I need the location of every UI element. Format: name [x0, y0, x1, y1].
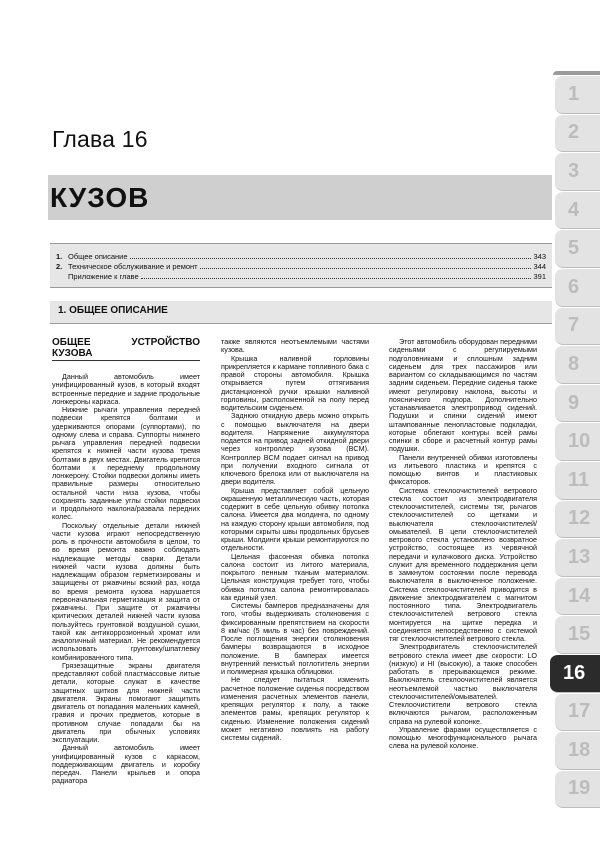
paragraph: Поскольку отдельные детали нижней части кузова играют непосредственную роль в прочности автомобиля в целом, то во время ремонта важно соблюдать надлежащие методы сварки. Детали нижней части кузова должны быть надлежащим образом герметизированы и защищены от ржавчины всякий раз, когда во время ремонта кузова нарушается первоначальная герметизация и защита от ржавчины. При защите от ржавчины критических деталей нижней части кузова пользуйтесь грунтовкой воздушной сушки, такой как антикоррозионный хромат или аналогичный материал. Не рекомендуется использовать грунтовку/шпатлевку комбинированного типа. [52, 520, 200, 662]
chapter-tab-11[interactable]: 11 [555, 461, 600, 500]
paragraph: также являются неотъемлемыми частями кузова. [221, 337, 369, 355]
paragraph: Нижние рычаги управления передней подвески крепятся болтами и удерживаются опорами (суппортами), по одному слева и справа. Суппорты нижнего рычага управления передней подвески крепятся к нижней части кузова тремя болтами в двух местах. Двигатель крепится болтами к переднему продольному лонжерону. Стойки подвески должны иметь правильные размеры относительно остальной части низа кузова, чтобы сохранять заданные углы стойки подвески и продольного наклона/развала передних колес. [52, 405, 200, 522]
chapter-tab-4[interactable]: 4 [555, 191, 600, 230]
chapter-tab-3[interactable]: 3 [555, 152, 600, 191]
paragraph: Система стеклоочистителей ветрового стекла состоит из электродвигателя стеклоочистителей, системы тяг, рычагов стеклоочистителей со щетками и выключателя стеклоочистителей/омывателей. В цепи стеклоочистителей ветрового стекла установлено возвратное устройство, состоящее из червячной передачи и кулачкового диска. Устройство служит для временного поддержания цепи в замкнутом состоянии после перевода выключателя в выключенное положение. Система стеклоочистителей приводится в движение электродвигателем с магнитом постоянного типа. Электродвигатель стеклоочистителей ветрового стекла монтируется на щитке передка и соединяется непосредственно с системой тяг стеклоочистителей ветрового стекла. [389, 485, 537, 643]
chapter-tab-5[interactable]: 5 [555, 229, 600, 268]
text-column-1 [52, 338, 200, 786]
toc-leader [200, 262, 532, 269]
chapter-tabs [555, 75, 600, 808]
toc-page: 391 [533, 272, 546, 281]
toc-text: Приложение к главе [68, 272, 139, 281]
chapter-tab-8[interactable]: 8 [555, 345, 600, 384]
paragraph: Системы бамперов предназначены для того, чтобы выдерживать столкновения с фиксированным препятствием на скорости 8 км/час (5 миль в час) без повреждений. После поглощения энергии столкновения бамперы возвращаются в исходное положение. В бамперах имеется внутренний пенистый поглотитель энергии и полимерная крышка облицовки. [221, 601, 369, 676]
chapter-tab-16[interactable]: 16 [550, 654, 600, 693]
toc-leader [130, 252, 532, 259]
chapter-title: КУЗОВ [50, 182, 150, 213]
section-heading: 1. ОБЩЕЕ ОПИСАНИЕ [58, 305, 168, 316]
toc-entry[interactable] [50, 252, 552, 262]
toc-page: 343 [533, 252, 546, 261]
chapter-tab-1[interactable]: 1 [555, 75, 600, 114]
toc-number: 2. [56, 262, 63, 271]
chapter-tab-15[interactable]: 15 [555, 615, 600, 654]
chapter-label: Глава 16 [52, 126, 148, 152]
toc-leader [141, 272, 532, 279]
toc-page: 344 [533, 262, 546, 271]
paragraph: Грязезащитные экраны двигателя представляют собой пластмассовые литые детали, которые служат в качестве защитных щитков для нижней части двигателя. Экраны помогают защитить двигатель от попадания маленьких камней, гравия и прочих предметов, которые в противном случае попадали бы на двигатель при обычных условиях эксплуатации. [52, 660, 200, 744]
toc-text: Общее описание [68, 252, 128, 261]
text-column-2 [221, 338, 369, 742]
chapter-tab-7[interactable]: 7 [555, 307, 600, 346]
toc-text: Техническое обслуживание и ремонт [68, 262, 198, 271]
chapter-tab-18[interactable]: 18 [555, 731, 600, 770]
paragraph: Крышка наливной горловины прикрепляется к кармане топливного бака с правой стороны автомобиля. Крышка открывается путем оттягивания дистанционной ручки крышки наливной горловины, расположенной на полу перед водительским сиденьем. [221, 353, 369, 412]
subsection-heading: ОБЩЕЕ УСТРОЙСТВО КУЗОВА [52, 338, 200, 361]
paragraph: Цельная фасонная обивка потолка салона состоит из литого материала, покрытого пенным тканым материалом. Цельная конструкция требует того, чтобы обивка потолка салона ремонтировалась как единый узел. [221, 551, 369, 602]
paragraph: Данный автомобиль имеет унифицированный кузов с каркасом, поддерживающим двигатель и коробку передач. Панели крыльев и опора радиатора [52, 743, 200, 786]
paragraph: Заднюю откидную дверь можно открыть с помощью выключателя на двери водителя. Напряжение аккумулятора подается на привод задней откидной двери через контроллер кузова (BCM). Контроллер BCM подает сигнал на привод при получении входного сигнала от ключевого брелока или от выключателя на двери водителя. [221, 411, 369, 487]
chapter-tab-2[interactable]: 2 [555, 114, 600, 153]
text-column-3 [389, 338, 537, 751]
chapter-tab-17[interactable]: 17 [555, 693, 600, 732]
chapter-tab-12[interactable]: 12 [555, 500, 600, 539]
chapter-tab-13[interactable]: 13 [555, 538, 600, 577]
paragraph: Не следует пытаться изменить расчетное положение сиденья посредством изменения расчетных элементов панели, крепящих регулятор к полу, а также элементов рамы, крепящих регулятор к сиденью. Изменение положения сидений может негативно повлиять на работу системы сидений. [221, 675, 369, 742]
chapter-tab-9[interactable]: 9 [555, 384, 600, 423]
toc-entry[interactable] [50, 272, 552, 282]
paragraph: Управление фарами осуществляется с помощью многофункционального рычага слева на рулевой колонке. [389, 724, 537, 751]
chapter-tab-6[interactable]: 6 [555, 268, 600, 307]
paragraph: Данный автомобиль имеет унифицированный кузов, в который входят встроенные передние и задние продольные лонжероны каркаса. [52, 372, 200, 406]
chapter-tab-14[interactable]: 14 [555, 577, 600, 616]
paragraph: Панели внутренней обивки изготовлены из литьевого пластика и крепятся с помощью винтов и пластиковых фиксаторов. [389, 452, 537, 487]
toc-number: 1. [56, 252, 63, 261]
chapter-tab-10[interactable]: 10 [555, 422, 600, 461]
paragraph: Этот автомобиль оборудован передними сиденьями с регулируемыми подголовниками и сплошным задним сиденьем для трех пассажиров или вариантом со складывающимся по частям задним сиденьем. Передние сиденья также имеют регулировку наклона, высоты и поясничного подпора. Дополнительно устанавливается электропривод сидений. Подушки и спинки сидений имеют штампованные пенопластовые подкладки, которые облегают контуры всей рамы спинки в сборе и расчетный контур рамы подушки. [389, 337, 537, 454]
paragraph: Электродвигатель стеклоочистителей ветрового стекла имеет две скорости: LO (низкую) и HI (высокую), а также способен работать в прерывающемся режиме. Выключатель стеклоочистителей является неотъемлемой частью выключателя стеклоочистителей/омывателей. Стеклоочистители ветрового стекла включаются рычагом, расположенным справа на рулевой колонке. [389, 642, 537, 726]
table-of-contents [50, 243, 552, 288]
chapter-tab-19[interactable]: 19 [555, 770, 600, 809]
toc-entry[interactable] [50, 262, 552, 272]
paragraph: Крыша представляет собой цельную окрашенную металлическую часть, которая содержит в себе цельную обивку потолка салона. Имеется два молдинга, по одному на каждую сторону крыши автомобиля, под которыми скрыты швы продольных брусьев крыши. Молдинги крыши ремонтируются по отдельности. [221, 485, 369, 553]
